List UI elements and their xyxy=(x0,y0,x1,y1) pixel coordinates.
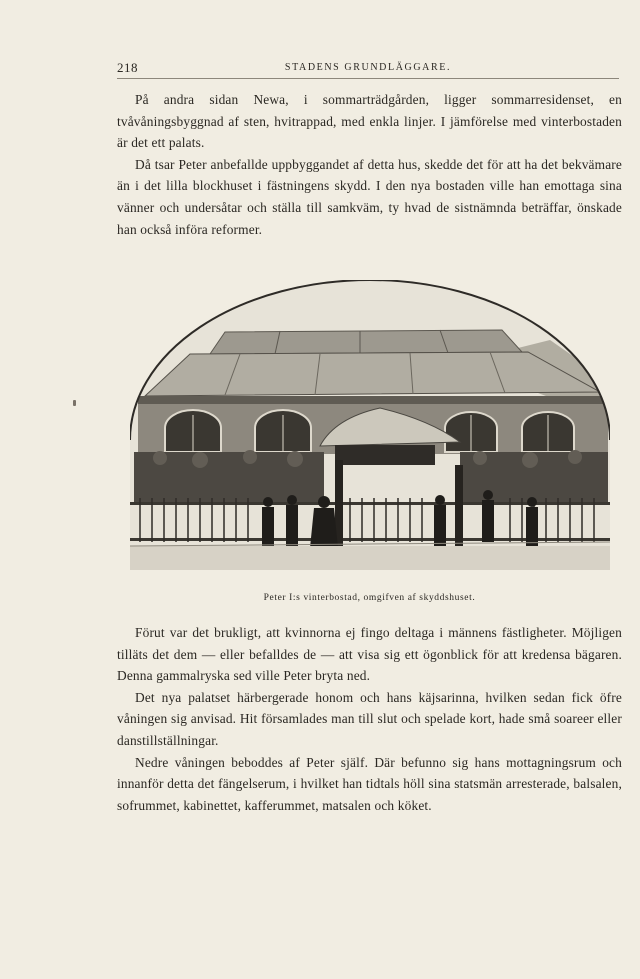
page-number: 218 xyxy=(117,60,138,75)
margin-mark xyxy=(73,400,76,406)
text-block-top xyxy=(117,89,622,240)
running-title: STADENS GRUNDLÄGGARE. xyxy=(284,62,452,73)
text-block-bottom xyxy=(117,622,622,816)
figure-caption: Peter I:s vinterbostad, omgifven af skyddshuset. xyxy=(263,593,476,603)
paragraph: Nedre våningen beboddes af Peter själf. Där befunno sig hans mottagningsrum och innanför detta det fängelserum, i hvilket han tidtals höll sina statsmän arresterade, balsalen, sofrummet, kabinettet, kafferummet, matsalen och köket. xyxy=(117,754,622,813)
paragraph: På andra sidan Newa, i sommarträdgården, ligger sommarresidenset, en tvåvåningsbyggnad af sten, hvitrappad, med enkla linjer. I jämförelse med vinterbostaden är det ett palats. xyxy=(117,92,622,151)
paragraph: Då tsar Peter anbefallde uppbyggandet af detta hus, skedde det för att ha det bekvämare än i det lilla blockhuset i fästningens skydd. I den nya bostaden ville han emottaga sina vänner och undersåtar och ställa till samkväm, ty hvad de sistnämnda beträffar, önskade han också införa reformer. xyxy=(117,156,622,237)
page-header xyxy=(117,60,619,79)
paragraph: Det nya palatset härbergerade honom och hans käjsarinna, hvilken sedan fick öfre våningen sig anvisad. Hit församlades man till slut och spelade kort, hade små soareer eller danstillställningar. xyxy=(117,689,622,748)
winter-residence-illustration xyxy=(130,280,610,570)
paragraph: Förut var det brukligt, att kvinnorna ej fingo deltaga i männens fästligheter. Möjligen tilläts det dem — eller befalldes de — att visa sig ett ögonblick för att kredensa bägaren. Denna gammalryska sed ville Peter bryta ned. xyxy=(117,625,622,684)
